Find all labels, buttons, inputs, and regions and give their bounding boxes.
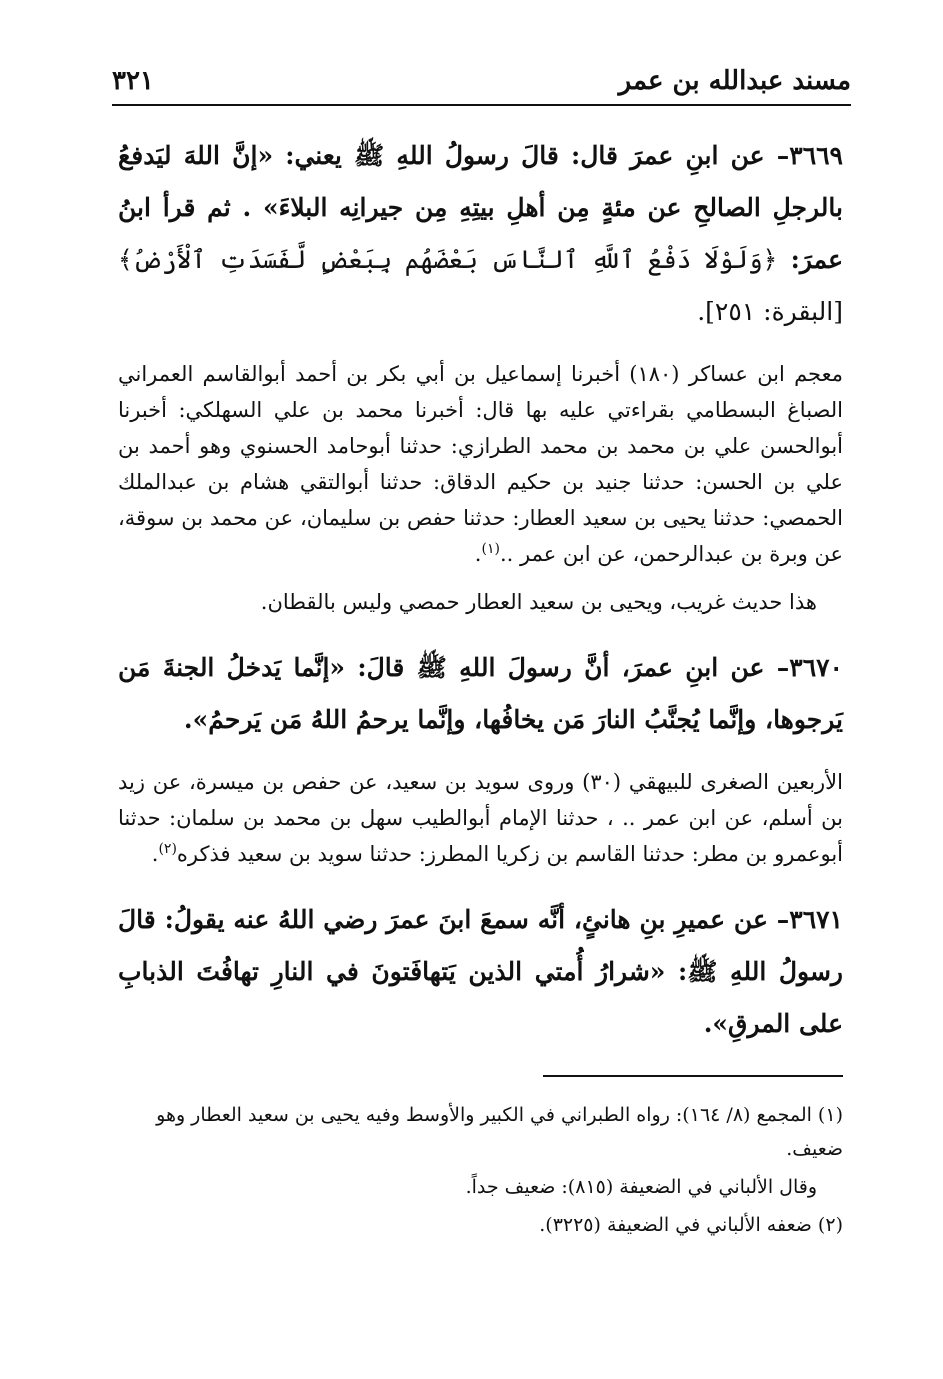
footnote-1-continuation: وقال الألباني في الضعيفة (٨١٥): ضعيف جداً. — [465, 1176, 817, 1198]
source-end: . — [474, 542, 482, 566]
quran-reference: [البقرة: ٢٥١]. — [697, 297, 843, 326]
hadith-text: عن ابنِ عمرَ، أنَّ رسولَ اللهِ ﷺ قالَ: «إنَّما يَدخلُ الجنةَ مَن يَرجوها، وإنَّما يُجنَّبُ النارَ مَن يخافُها، وإنَّما يرحمُ اللهُ مَن يَرحمُ». — [118, 653, 843, 734]
page-header — [112, 58, 851, 106]
hadith-3671 — [118, 894, 843, 1050]
hadith-text: عن ابنِ عمرَ قال: قالَ رسولُ اللهِ ﷺ يعني: «إنَّ اللهَ ليَدفعُ بالرجلِ الصالحِ عن مئةٍ مِن أهلِ بيتِهِ مِن جيرانِه البلاءَ» . ثم قرأ ابنُ عمرَ: — [118, 141, 843, 274]
hadith-number: ٣٦٧١– — [776, 905, 843, 934]
source-body: الأربعين الصغرى للبيهقي (٣٠) وروى سويد بن سعيد، عن حفص بن ميسرة، عن زيد بن أسلم، عن ابن عمر .. ، حدثنا الإمام أبوالطيب سهل بن محمد بن سلمان: حدثنا أبوعمرو بن مطر: حدثنا القاسم بن زكريا المطرز: حدثنا سويد بن سعيد فذكره — [118, 770, 843, 866]
hadith-3670 — [118, 642, 843, 746]
footnote-mark: (١) — [481, 541, 500, 557]
remark: هذا حديث غريب، ويحيى بن سعيد العطار حمصي وليس بالقطان. — [260, 590, 817, 614]
hadith-number: ٣٦٧٠– — [776, 653, 843, 682]
source-text — [118, 356, 843, 572]
footnote-separator — [543, 1075, 843, 1077]
source-end: . — [151, 842, 159, 866]
footnote-mark: (٢) — [158, 841, 177, 857]
footnote-2: (٢) ضعفه الألباني في الضعيفة (٣٢٢٥). — [539, 1214, 843, 1236]
running-title: مسند عبدالله بن عمر — [618, 66, 851, 96]
source-body: معجم ابن عساكر (١٨٠) أخبرنا إسماعيل بن أبي بكر بن أحمد أبوالقاسم العمراني الصباغ البسطامي بقراءتي عليه بها قال: أخبرنا محمد بن علي السهلكي: أخبرنا أبوالحسن علي بن محمد بن محمد الطرازي: حدثنا أبوحامد الحسنوي وهو أحمد بن علي بن الحسن: حدثنا جنيد بن حكيم الدقاق: حدثنا أبوالتقي هشام بن عبدالملك الحمصي: حدثنا يحيى بن سعيد العطار: حدثنا حفص بن سليمان، عن محمد بن سوقة، عن وبرة بن عبدالرحمن، عن ابن عمر .. — [118, 362, 843, 566]
hadith-number: ٣٦٦٩– — [776, 141, 843, 170]
hadith-3669 — [118, 130, 843, 338]
page-number: ٣٢١ — [112, 66, 154, 96]
footnotes — [118, 1098, 843, 1246]
main-content — [118, 130, 843, 1068]
source-text — [118, 764, 843, 872]
quran-verse: ﴿وَلَوْلَا دَفْعُ ٱللَّهِ ٱلنَّاسَ بَعْضَهُم بِبَعْضٍ لَّفَسَدَتِ ٱلْأَرْضُ﴾ — [118, 245, 778, 274]
footnote-1: (١) المجمع (٨/ ١٦٤): رواه الطبراني في الكبير والأوسط وفيه يحيى بن سعيد العطار وهو ضعيف. — [156, 1104, 843, 1160]
hadith-text: عن عميرِ بنِ هانئٍ، أنَّه سمعَ ابنَ عمرَ رضي اللهُ عنه يقولُ: قالَ رسولُ اللهِ ﷺ: «شرارُ أُمتي الذين يَتهافَتونَ في النارِ تهافُتَ الذبابِ على المرقِ». — [118, 905, 843, 1038]
